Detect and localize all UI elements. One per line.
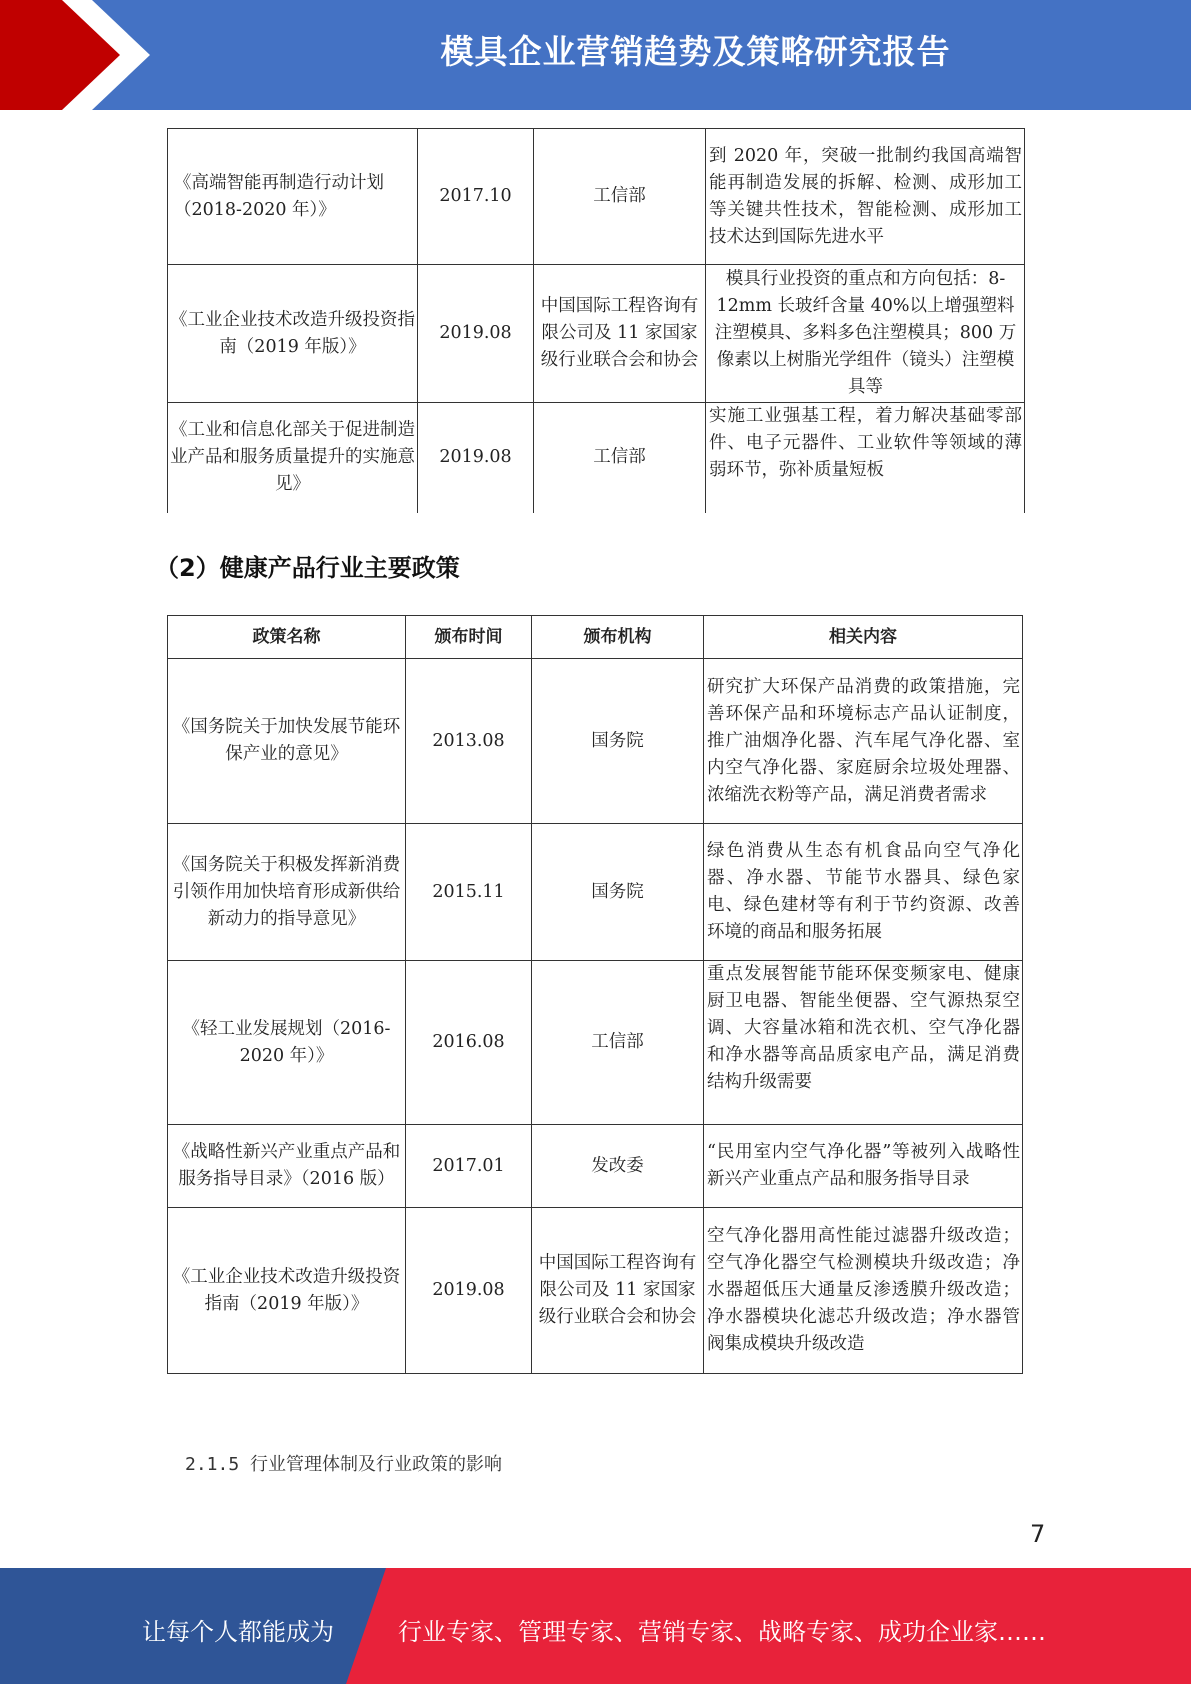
column-header: 相关内容 [704, 616, 1023, 659]
table-row [168, 403, 1025, 513]
policy-org: 中国国际工程咨询有限公司及 11 家国家级行业联合会和协会 [534, 265, 706, 403]
policy-content: 重点发展智能节能环保变频家电、健康厨卫电器、智能坐便器、空气源热泵空调、大容量冰箱和洗衣机、空气净化器和净水器等高品质家电产品，满足消费结构升级需要 [704, 961, 1023, 1125]
policy-name: 《工业企业技术改造升级投资指南（2019 年版）》 [168, 1208, 406, 1374]
policy-name: 《高端智能再制造行动计划（2018-2020 年）》 [168, 129, 418, 265]
policy-date: 2013.08 [406, 659, 532, 824]
page-footer [0, 1568, 1191, 1684]
policy-content: 空气净化器用高性能过滤器升级改造；空气净化器空气检测模块升级改造；净水器超低压大通量反渗透膜升级改造；净水器模块化滤芯升级改造；净水器管阀集成模块升级改造 [704, 1208, 1023, 1374]
policy-org: 工信部 [534, 403, 706, 513]
policy-name: 《国务院关于加快发展节能环保产业的意见》 [168, 659, 406, 824]
table-row [168, 1125, 1023, 1208]
subsection-title: 2.1.5 行业管理体制及行业政策的影响 [185, 1454, 503, 1475]
policy-org: 国务院 [532, 824, 704, 961]
policy-content: “民用室内空气净化器”等被列入战略性新兴产业重点产品和服务指导目录 [704, 1125, 1023, 1208]
policy-content: 实施工业强基工程，着力解决基础零部件、电子元器件、工业软件等领域的薄弱环节，弥补质量短板 [706, 403, 1025, 513]
section-heading: （2）健康产品行业主要政策 [155, 554, 460, 582]
health-product-policy-table [167, 615, 1023, 1374]
policy-org: 工信部 [532, 961, 704, 1125]
table-row [168, 265, 1025, 403]
policy-date: 2017.01 [406, 1125, 532, 1208]
policy-org: 国务院 [532, 659, 704, 824]
column-header: 颁布机构 [532, 616, 704, 659]
policy-date: 2016.08 [406, 961, 532, 1125]
table-row [168, 659, 1023, 824]
report-title: 模具企业营销趋势及策略研究报告 [440, 32, 951, 71]
policy-date: 2017.10 [418, 129, 534, 265]
policy-date: 2019.08 [406, 1208, 532, 1374]
header-arrow-decoration [0, 0, 160, 110]
policy-name: 《国务院关于积极发挥新消费引领作用加快培育形成新供给新动力的指导意见》 [168, 824, 406, 961]
table-row [168, 824, 1023, 961]
policy-org: 工信部 [534, 129, 706, 265]
policy-content: 模具行业投资的重点和方向包括：8-12mm 长玻纤含量 40%以上增强塑料注塑模具、多料多色注塑模具；800 万像素以上树脂光学组件（镜头）注塑模具等 [706, 265, 1025, 403]
policy-org: 发改委 [532, 1125, 704, 1208]
policy-content: 到 2020 年，突破一批制约我国高端智能再制造发展的拆解、检测、成形加工等关键共性技术，智能检测、成形加工技术达到国际先进水平 [706, 129, 1025, 265]
table-row [168, 129, 1025, 265]
policy-name: 《工业企业技术改造升级投资指南（2019 年版）》 [168, 265, 418, 403]
column-header: 政策名称 [168, 616, 406, 659]
table-row [168, 1208, 1023, 1374]
policy-name: 《战略性新兴产业重点产品和服务指导目录》（2016 版） [168, 1125, 406, 1208]
footer-slogan-left: 让每个人都能成为 [142, 1618, 334, 1646]
policy-date: 2019.08 [418, 403, 534, 513]
page-number: 7 [1030, 1520, 1046, 1548]
policy-org: 中国国际工程咨询有限公司及 11 家国家级行业联合会和协会 [532, 1208, 704, 1374]
policy-name: 《轻工业发展规划（2016-2020 年）》 [168, 961, 406, 1125]
mold-policy-table [167, 128, 1025, 513]
page-header [0, 0, 1191, 110]
policy-content: 研究扩大环保产品消费的政策措施，完善环保产品和环境标志产品认证制度，推广油烟净化器、汽车尾气净化器、室内空气净化器、家庭厨余垃圾处理器、浓缩洗衣粉等产品，满足消费者需求 [704, 659, 1023, 824]
table-row [168, 961, 1023, 1125]
policy-name: 《工业和信息化部关于促进制造业产品和服务质量提升的实施意见》 [168, 403, 418, 513]
column-header: 颁布时间 [406, 616, 532, 659]
policy-date: 2019.08 [418, 265, 534, 403]
table-header-row [168, 616, 1023, 659]
footer-slogan-right: 行业专家、管理专家、营销专家、战略专家、成功企业家…… [398, 1618, 1046, 1646]
policy-content: 绿色消费从生态有机食品向空气净化器、净水器、节能节水器具、绿色家电、绿色建材等有利于节约资源、改善环境的商品和服务拓展 [704, 824, 1023, 961]
policy-date: 2015.11 [406, 824, 532, 961]
